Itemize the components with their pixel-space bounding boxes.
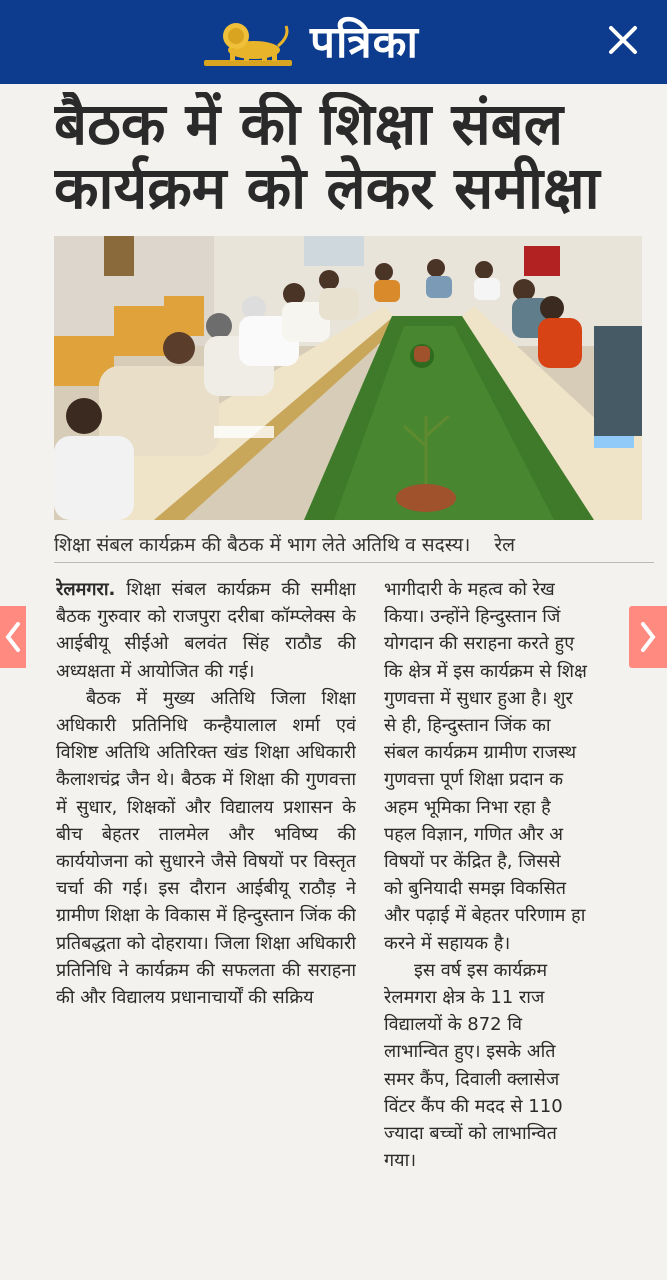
column-line: संबल कार्यक्रम ग्रामीण राजस्थ xyxy=(384,742,577,764)
paragraph-1-text: शिक्षा संबल कार्यक्रम की समीक्षा बैठक गुरुवार को राजपुरा दरीबा कॉम्प्लेक्स के आईबीयू सीईओ बलवंत सिंह राठौड की अध्यक्षता में आयोजित की गई। xyxy=(56,579,356,682)
caption-credit: रेल xyxy=(494,534,516,556)
close-button[interactable] xyxy=(603,20,643,60)
column-line: करने में सहायक है। xyxy=(384,932,511,954)
column-line: विषयों पर केंद्रित है, जिससे xyxy=(384,851,561,873)
photo-caption xyxy=(54,528,654,563)
column-line: विद्यालयों के 872 वि xyxy=(384,1014,522,1036)
column-line: किया। उन्होंने हिन्दुस्तान जिं xyxy=(384,606,561,628)
column-line: गुणवत्ता में सुधार हुआ है। शुर xyxy=(384,687,573,709)
article-column-1 xyxy=(56,576,356,1280)
column-line: योगदान की सराहना करते हुए xyxy=(384,633,575,655)
lion-logo-icon xyxy=(200,10,296,70)
column-line: रेलमगरा क्षेत्र के 11 राज xyxy=(384,987,545,1009)
chevron-right-icon xyxy=(637,620,659,654)
brand[interactable] xyxy=(200,8,419,72)
column-line: समर कैंप, दिवाली क्लासेज xyxy=(384,1068,560,1090)
column-line: इस वर्ष इस कार्यक्रम xyxy=(414,959,548,981)
column-line: लाभान्वित हुए। इसके अति xyxy=(384,1041,556,1063)
column-line: अहम भूमिका निभा रहा है xyxy=(384,796,551,818)
chevron-left-icon xyxy=(2,620,24,654)
brand-name: पत्रिका xyxy=(310,17,419,68)
headline-line-1: बैठक में की शिक्षा संबल xyxy=(54,92,564,158)
article-headline xyxy=(54,92,644,220)
column-line: से ही, हिन्दुस्तान जिंक का xyxy=(384,715,551,737)
column-line: गया। xyxy=(384,1150,417,1172)
paragraph-1 xyxy=(56,576,356,685)
column-line: भागीदारी के महत्व को रेख xyxy=(384,579,555,600)
next-page-button[interactable] xyxy=(629,606,667,668)
column-line: ज्यादा बच्चों को लाभान्वित xyxy=(384,1123,557,1145)
column-line: पहल विज्ञान, गणित और अ xyxy=(384,823,564,845)
app-header xyxy=(0,0,667,84)
article-photo xyxy=(54,236,642,520)
dateline: रेलमगरा. xyxy=(56,579,116,600)
column-line: और पढ़ाई में बेहतर परिणाम हा xyxy=(384,905,586,927)
close-icon xyxy=(607,24,639,56)
article-column-2 xyxy=(384,576,667,1280)
previous-page-button[interactable] xyxy=(0,606,26,668)
column-line: गुणवत्ता पूर्ण शिक्षा प्रदान क xyxy=(384,769,564,791)
meeting-room-image xyxy=(54,236,642,520)
column-line: कि क्षेत्र में इस कार्यक्रम से शिक्ष xyxy=(384,660,587,682)
column-line: विंटर कैंप की मदद से 110 xyxy=(384,1095,563,1117)
headline-line-2: कार्यक्रम को लेकर समीक्षा xyxy=(54,154,600,220)
caption-text: शिक्षा संबल कार्यक्रम की बैठक में भाग लेते अतिथि व सदस्य। xyxy=(54,534,471,556)
column-line: को बुनियादी समझ विकसित xyxy=(384,878,567,900)
paragraph-2: बैठक में मुख्य अतिथि जिला शिक्षा अधिकारी प्रतिनिधि कन्हैयालाल शर्मा एवं विशिष्ट अतिथि अतिरिक्त खंड शिक्षा अधिकारी कैलाशचंद्र जैन थे। बैठक में शिक्षा की गुणवत्ता में सुधार, शिक्षकों और विद्यालय प्रशासन के बीच बेहतर तालमेल और भविष्य की कार्ययोजना को सुधारने जैसे विषयों पर विस्तृत चर्चा की गई। इस दौरान आईबीयू राठौड़ ने ग्रामीण शिक्षा के विकास में हिन्दुस्तान जिंक की प्रतिबद्धता को दोहराया। जिला शिक्षा अधिकारी प्रतिनिधि ने कार्यक्रम की सफलता की सराहना की और विद्यालय प्रधानाचार्यों की सक्रिय xyxy=(56,687,356,1009)
